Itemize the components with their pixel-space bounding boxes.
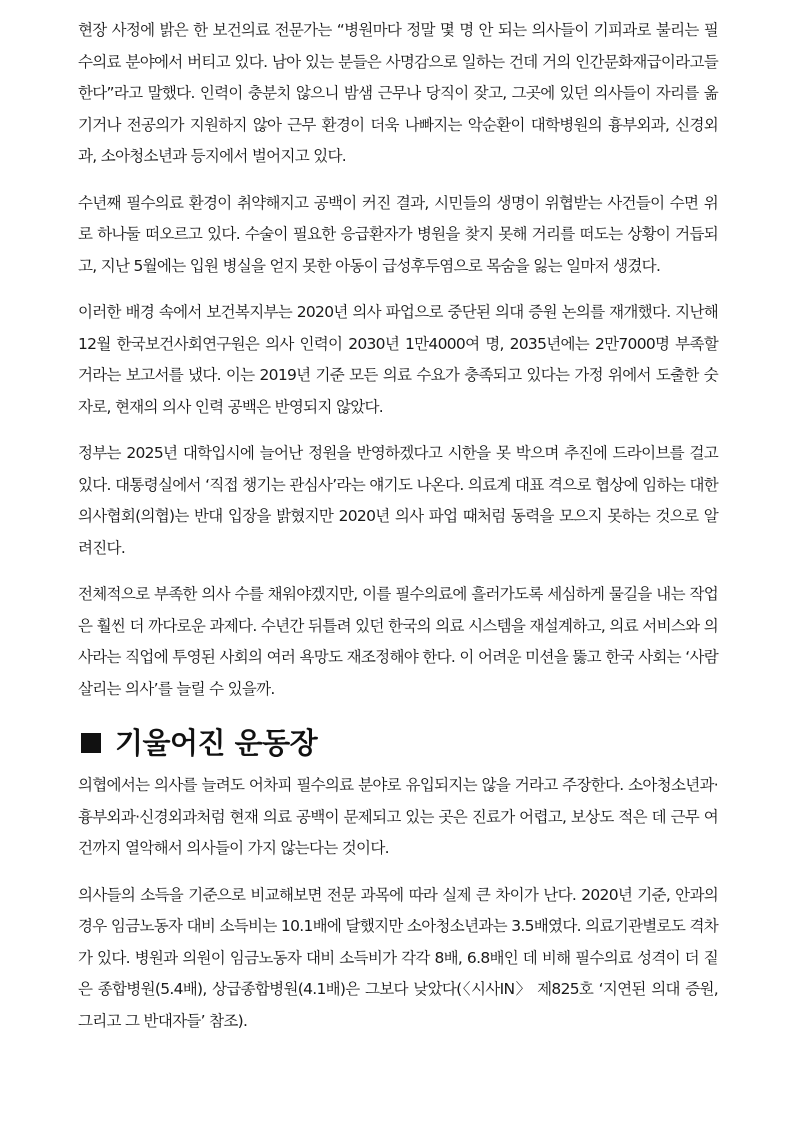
paragraph-medical-school-quota: 이러한 배경 속에서 보건복지부는 2020년 의사 파업으로 중단된 의대 증원 논의를 재개했다. 지난해 12월 한국보건사회연구원은 의사 인력이 2030년 1만4000여 명, 2035년에는 2만7000명 부족할 거라는 보고서를 냈다. 이는 2019년 기준 모든 의료 수요가 충족되고 있다는 가정 위에서 도출한 숫자로, 현재의 의사 인력 공백은 반영되지 않았다.	[78, 303, 718, 416]
paragraph-task-ahead: 전체적으로 부족한 의사 수를 채워야겠지만, 이를 필수의료에 흘러가도록 세심하게 물길을 내는 작업은 훨씬 더 까다로운 과제다. 수년간 뒤틀려 있던 한국의 의료 시스템을 재설계하고, 의료 서비스와 의사라는 직업에 투영된 사회의 여러 욕망도 재조정해야 한다. 이 어려운 미션을 뚫고 한국 사회는 ‘사람 살리는 의사’를 늘릴 수 있을까.	[78, 585, 718, 698]
paragraph-income-comparison: 의사들의 소득을 기준으로 비교해보면 전문 과목에 따라 실제 큰 차이가 난다. 2020년 기준, 안과의 경우 임금노동자 대비 소득비는 10.1배에 달했지만 소아청소년과는 3.5배였다. 의료기관별로도 격차가 있다. 병원과 의원이 임금노동자 대비 소득비가 각각 8배, 6.8배인 데 비해 필수의료 성격이 더 짙은 종합병원(5.4배), 상급종합병원(4.1배)은 그보다 낮았다(〈시사IN〉 제825호 ‘지연된 의대 증원, 그리고 그 반대자들’ 참조).	[78, 885, 718, 1030]
section-heading	[78, 720, 718, 766]
article-body	[78, 15, 718, 1052]
paragraph-expert-quote: 현장 사정에 밝은 한 보건의료 전문가는 “병원마다 정말 몇 명 안 되는 의사들이 기피과로 불리는 필수의료 분야에서 버티고 있다. 남아 있는 분들은 사명감으로 일하는 건데 거의 인간문화재급이라고들 한다”라고 말했다. 인력이 충분치 않으니 밤샘 근무나 당직이 잦고, 그곳에 있던 의사들이 자리를 옮기거나 전공의가 지원하지 않아 근무 환경이 더욱 나빠지는 악순환이 대학병원의 흉부외과, 신경외과, 소아청소년과 등지에서 벌어지고 있다.	[78, 21, 718, 165]
square-bullet-icon	[81, 733, 101, 753]
paragraph-kma-claim: 의협에서는 의사를 늘려도 어차피 필수의료 분야로 유입되지는 않을 거라고 주장한다. 소아청소년과·흉부외과·신경외과처럼 현재 의료 공백이 문제되고 있는 곳은 진료가 어렵고, 보상도 적은 데 근무 여건까지 열악해서 의사들이 가지 않는다는 것이다.	[78, 776, 718, 857]
paragraph-government-plan: 정부는 2025년 대학입시에 늘어난 정원을 반영하겠다고 시한을 못 박으며 추진에 드라이브를 걸고 있다. 대통령실에서 ‘직접 챙기는 관심사’라는 얘기도 나온다. 의료계 대표 격으로 협상에 임하는 대한의사협회(의협)는 반대 입장을 밝혔지만 2020년 의사 파업 때처럼 동력을 모으지 못하는 것으로 알려진다.	[78, 444, 718, 557]
paragraph-essential-care-gap: 수년째 필수의료 환경이 취약해지고 공백이 커진 결과, 시민들의 생명이 위협받는 사건들이 수면 위로 하나둘 떠오르고 있다. 수술이 필요한 응급환자가 병원을 찾지 못해 거리를 떠도는 상황이 거듭되고, 지난 5월에는 입원 병실을 얻지 못한 아동이 급성후두염으로 목숨을 잃는 일마저 생겼다.	[78, 193, 718, 275]
section-heading-text: 기울어진 운동장	[115, 726, 318, 760]
